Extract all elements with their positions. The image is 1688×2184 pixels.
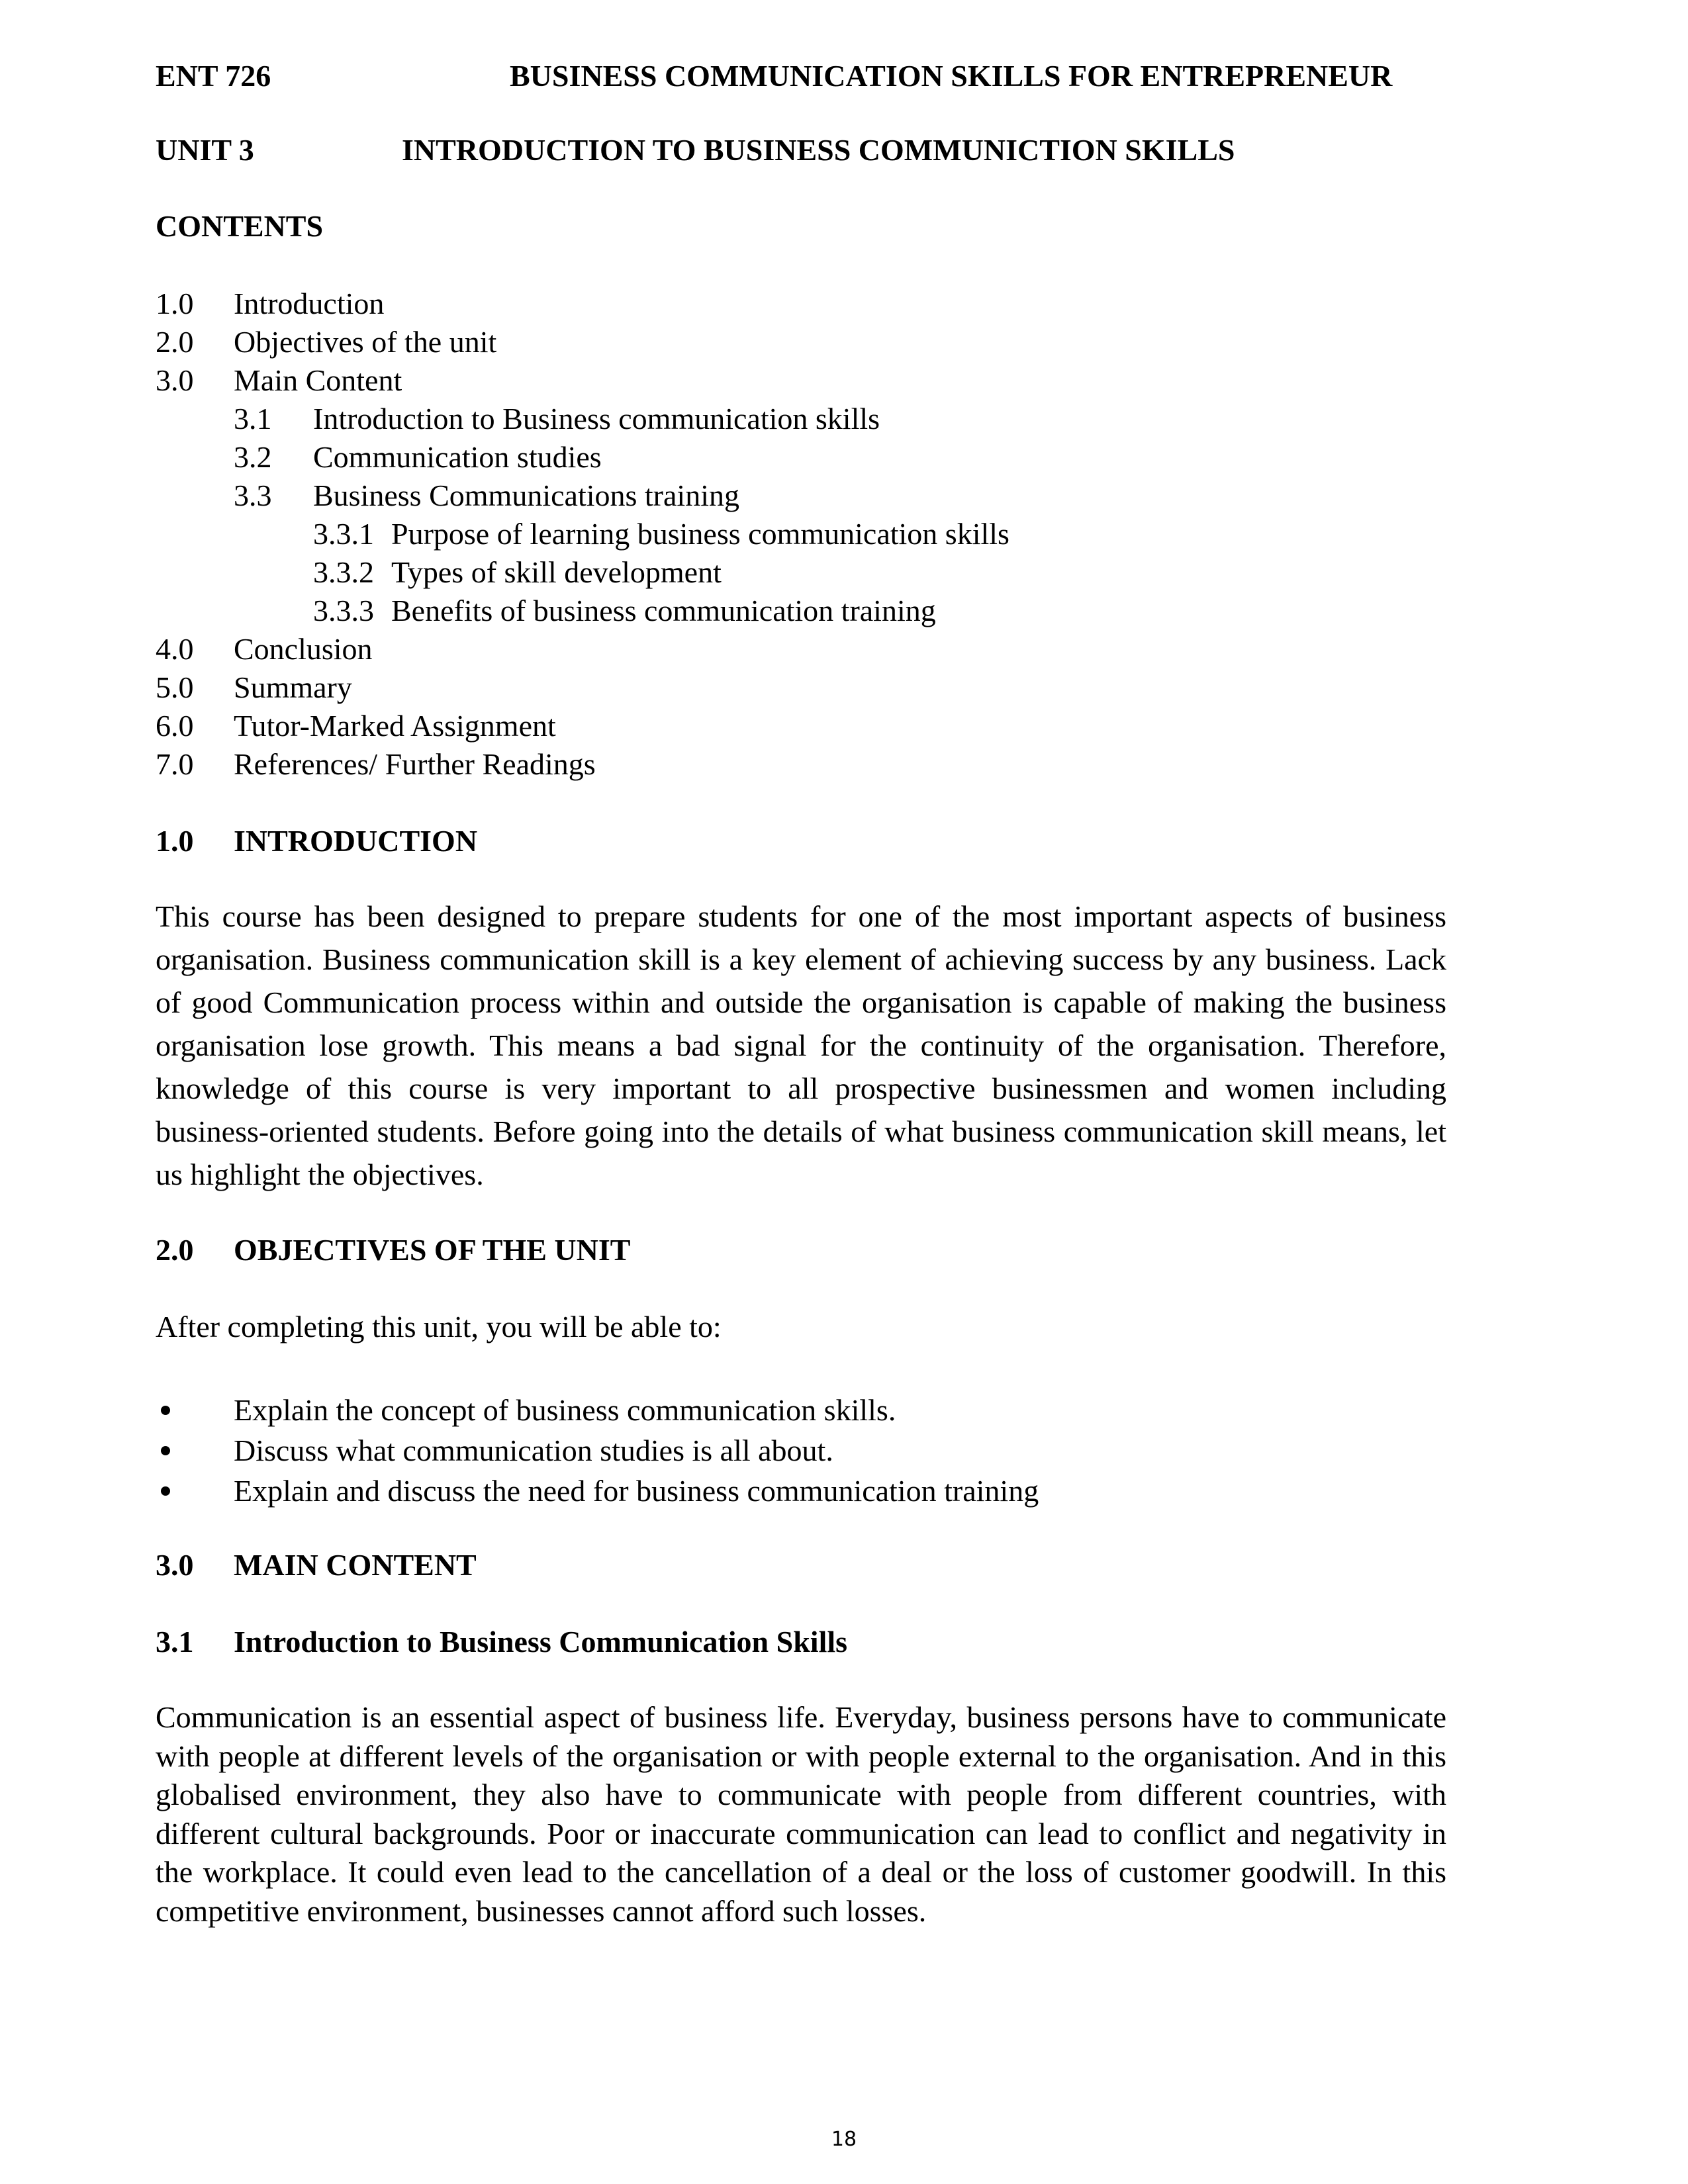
contents-heading: CONTENTS — [156, 209, 324, 243]
section-number: 2.0 — [156, 1233, 194, 1267]
course-title: BUSINESS COMMUNICATION SKILLS FOR ENTREPRENEUR — [510, 59, 1393, 93]
toc-number: 3.2 — [234, 440, 272, 474]
toc-label: Communication studies — [313, 440, 602, 474]
list-item — [156, 1433, 1446, 1466]
introduction-paragraph: This course has been designed to prepare students for one of the most important aspects of business organisation. Business communication skill is a key element of achieving success by any business. Lack of good Communication process within and outside the organisation is capable of making the business organisation lose growth. This means a bad signal for the continuity of the organisation. Therefore, knowledge of this course is very important to all prospective businessmen and women including business-oriented students. Before going into the details of what business communication skill means, let us highlight the objectives. — [156, 899, 1446, 1191]
bullet-icon — [161, 1446, 170, 1455]
bullet-text: Explain the concept of business communication skills. — [234, 1393, 896, 1427]
toc-number: 6.0 — [156, 709, 194, 743]
document-page — [156, 0, 1446, 2184]
toc-number: 1.0 — [156, 287, 194, 320]
bullet-icon — [161, 1486, 170, 1496]
bullet-text: Discuss what communication studies is all about. — [234, 1433, 833, 1467]
toc-number: 3.3 — [234, 478, 272, 512]
toc-number: 7.0 — [156, 747, 194, 781]
toc-number: 2.0 — [156, 325, 194, 359]
objectives-intro: After completing this unit, you will be able to: — [156, 1310, 722, 1343]
unit-title: INTRODUCTION TO BUSINESS COMMUNICTION SKILLS — [402, 133, 1235, 167]
section-number: 3.0 — [156, 1548, 194, 1582]
section-number: 3.1 — [156, 1625, 194, 1659]
toc-label: Types of skill development — [391, 555, 722, 589]
toc-label: Introduction — [234, 287, 385, 320]
list-item — [156, 1392, 1446, 1426]
toc-label: References/ Further Readings — [234, 747, 596, 781]
toc-label: Summary — [234, 670, 352, 704]
toc-number: 4.0 — [156, 632, 194, 666]
toc-number: 5.0 — [156, 670, 194, 704]
section-title: OBJECTIVES OF THE UNIT — [234, 1233, 631, 1267]
toc-number: 3.1 — [234, 402, 272, 435]
toc-label: Benefits of business communication training — [391, 594, 936, 627]
section-title: Introduction to Business Communication Skills — [234, 1625, 848, 1659]
course-code: ENT 726 — [156, 59, 271, 93]
page-number: 18 — [831, 2128, 857, 2151]
unit-label: UNIT 3 — [156, 133, 254, 167]
toc-number: 3.3.1 — [313, 517, 374, 551]
toc-number: 3.0 — [156, 363, 194, 397]
toc-label: Main Content — [234, 363, 402, 397]
toc-label: Purpose of learning business communication skills — [391, 517, 1009, 551]
bullet-text: Explain and discuss the need for business communication training — [234, 1474, 1039, 1508]
section-title: MAIN CONTENT — [234, 1548, 477, 1582]
toc-label: Introduction to Business communication skills — [313, 402, 880, 435]
toc-number: 3.3.3 — [313, 594, 374, 627]
toc-label: Objectives of the unit — [234, 325, 497, 359]
section-title: INTRODUCTION — [234, 824, 478, 858]
toc-label: Conclusion — [234, 632, 373, 666]
section-number: 1.0 — [156, 824, 194, 858]
bullet-icon — [161, 1406, 170, 1415]
section-3-1-paragraph: Communication is an essential aspect of business life. Everyday, business persons have to communicate with people at different levels of the organisation or with people external to the organisation. And in this globalised environment, they also have to communicate with people from different countries, with different cultural backgrounds. Poor or inaccurate communication can lead to conflict and negativity in the workplace. It could even lead to the cancellation of a deal or the loss of customer goodwill. In this competitive environment, businesses cannot afford such losses. — [156, 1700, 1446, 1928]
toc-label: Tutor-Marked Assignment — [234, 709, 556, 743]
toc-number: 3.3.2 — [313, 555, 374, 589]
list-item — [156, 1473, 1446, 1506]
toc-label: Business Communications training — [313, 478, 739, 512]
